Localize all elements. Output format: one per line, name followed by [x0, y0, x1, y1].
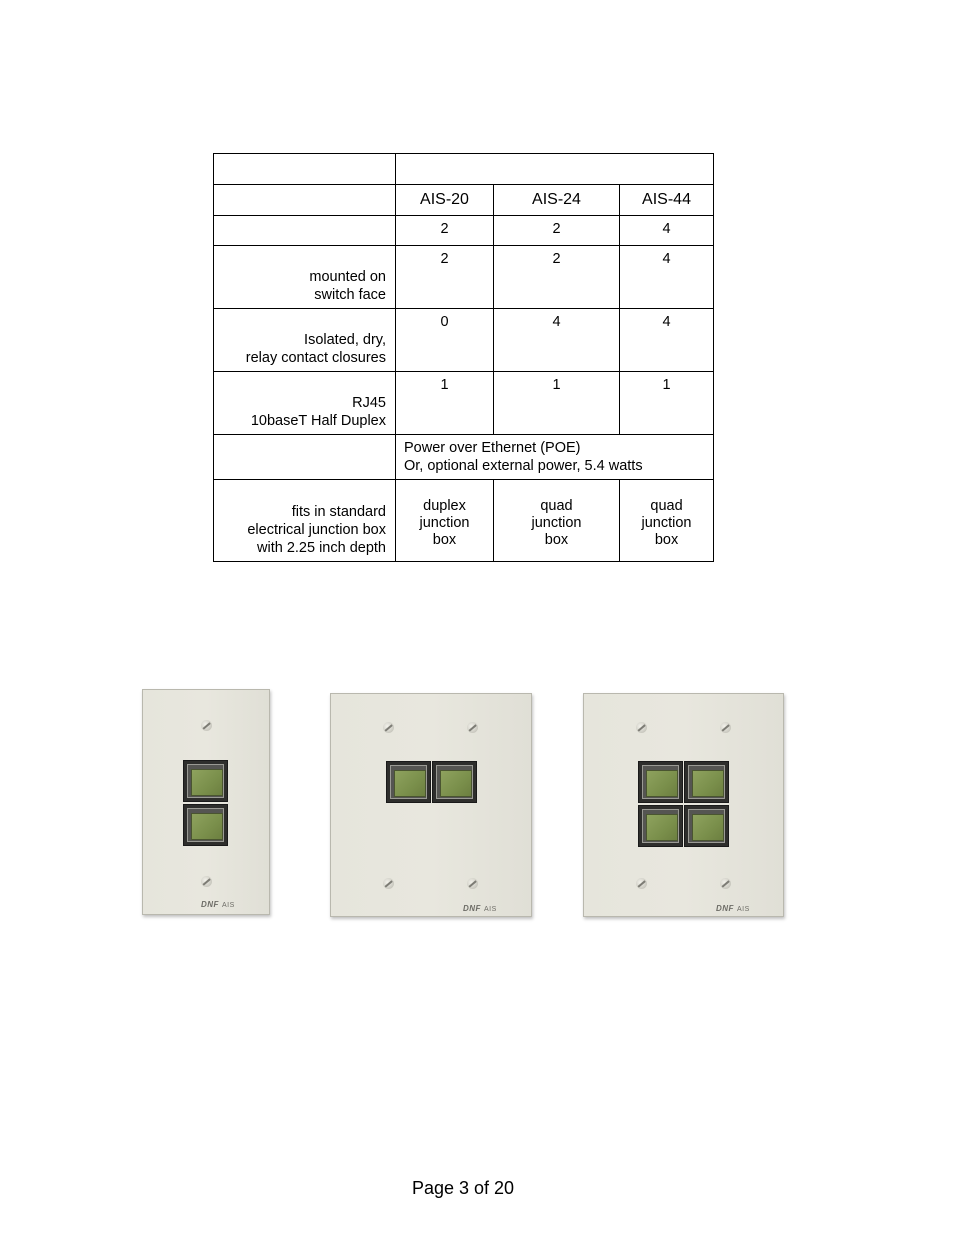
- ais-24-wall-plate: [330, 693, 532, 917]
- switch-button: [684, 761, 729, 803]
- model-name: AIS-20: [396, 185, 494, 216]
- table-header-row: [214, 154, 714, 185]
- switch-button: [432, 761, 477, 803]
- ais-44-wall-plate: [583, 693, 784, 917]
- screw-icon: [383, 878, 394, 889]
- table-cell: [214, 185, 396, 216]
- model-name: AIS-44: [620, 185, 714, 216]
- cell-line: duplex: [423, 497, 466, 514]
- table-cell: 2: [494, 216, 620, 246]
- switch-button: [684, 805, 729, 847]
- power-row: [214, 435, 714, 480]
- brand-logo: DNF AIS: [716, 904, 750, 913]
- row-label: [214, 480, 396, 562]
- table-row: [214, 246, 714, 309]
- screw-icon: [720, 878, 731, 889]
- screw-icon: [636, 722, 647, 733]
- row-label: [214, 246, 396, 309]
- screw-icon: [201, 720, 212, 731]
- table-cell: 2: [494, 246, 620, 309]
- row-label-line: Isolated, dry,: [304, 332, 386, 348]
- row-label: [214, 372, 396, 435]
- row-label-line: RJ45: [352, 395, 386, 411]
- row-label-line: electrical junction box: [247, 522, 386, 538]
- specifications-table: [213, 153, 714, 562]
- row-label-line: relay contact closures: [245, 350, 386, 366]
- screw-icon: [636, 878, 647, 889]
- table-cell: 1: [396, 372, 494, 435]
- switch-button: [386, 761, 431, 803]
- cell-line: quad: [540, 497, 573, 514]
- cell-line: junction: [641, 514, 692, 531]
- cell-line: box: [654, 531, 679, 548]
- switch-button: [638, 805, 683, 847]
- brand-logo: DNF AIS: [463, 904, 497, 913]
- row-label-line: with 2.25 inch depth: [257, 540, 386, 556]
- table-cell: [494, 480, 620, 562]
- table-cell: 4: [620, 216, 714, 246]
- table-cell: 1: [494, 372, 620, 435]
- table-cell: [396, 480, 494, 562]
- model-name: AIS-24: [494, 185, 620, 216]
- cell-line: quad: [650, 497, 683, 514]
- screw-icon: [383, 722, 394, 733]
- row-label: [214, 309, 396, 372]
- table-cell: 4: [620, 246, 714, 309]
- table-cell: [214, 154, 396, 185]
- brand-logo: DNF AIS: [201, 900, 235, 909]
- screw-icon: [467, 878, 478, 889]
- row-label-line: switch face: [314, 287, 386, 303]
- table-cell: 0: [396, 309, 494, 372]
- model-row: [214, 185, 714, 216]
- table-cell: 2: [396, 246, 494, 309]
- table-row: [214, 309, 714, 372]
- row-label-line: mounted on: [309, 269, 386, 285]
- screw-icon: [720, 722, 731, 733]
- cell-line: junction: [419, 514, 470, 531]
- switch-button: [183, 760, 228, 802]
- mounting-row: [214, 480, 714, 562]
- table-cell: [620, 480, 714, 562]
- page-number: Page 3 of 20: [411, 1178, 515, 1198]
- power-description: [396, 435, 714, 480]
- power-line: Or, optional external power, 5.4 watts: [404, 458, 643, 474]
- cell-line: box: [432, 531, 457, 548]
- ais-20-wall-plate: [142, 689, 270, 915]
- power-line: Power over Ethernet (POE): [404, 440, 581, 456]
- table-row: [214, 216, 714, 246]
- table-cell: 4: [620, 309, 714, 372]
- table-cell: 4: [494, 309, 620, 372]
- switch-button: [638, 761, 683, 803]
- table-cell: 2: [396, 216, 494, 246]
- screw-icon: [467, 722, 478, 733]
- cell-line: box: [544, 531, 569, 548]
- table-row: [214, 372, 714, 435]
- row-label-line: fits in standard: [291, 504, 386, 520]
- table-cell: 1: [620, 372, 714, 435]
- table-cell: [396, 154, 714, 185]
- switch-button: [183, 804, 228, 846]
- cell-line: junction: [531, 514, 582, 531]
- row-label: [214, 435, 396, 480]
- row-label-line: 10baseT Half Duplex: [250, 413, 386, 429]
- screw-icon: [201, 876, 212, 887]
- row-label: [214, 216, 396, 246]
